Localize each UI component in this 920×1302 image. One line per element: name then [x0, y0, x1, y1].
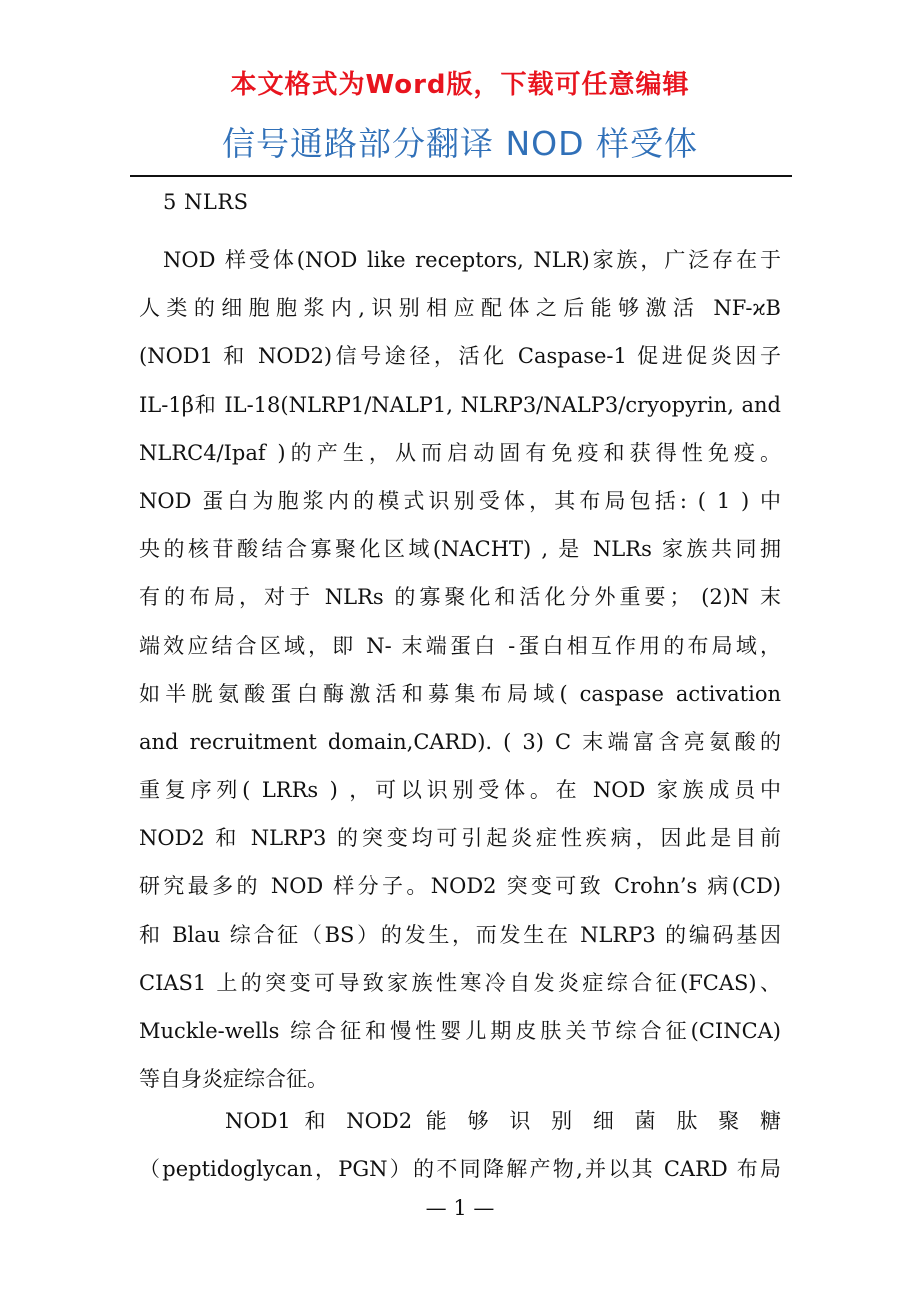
text-line: 和 Blau 综合征（BS）的发生，而发生在 NLRP3 的编码基因: [139, 922, 781, 947]
text-line: NOD1 和 NOD2 能 够 识 别 细 菌 肽 聚 糖: [225, 1109, 781, 1133]
text-line: NOD2 和 NLRP3 的突变均可引起炎症性疾病，因此是目前: [139, 826, 781, 851]
text-line: 如半胱氨酸蛋白酶激活和募集布局域( caspase activation: [139, 681, 781, 706]
text-line: CIAS1 上的突变可导致家族性寒冷自发炎症综合征(FCAS)、: [139, 970, 781, 995]
text-line: NOD 样受体(NOD like receptors, NLR)家族，广泛存在于: [163, 248, 781, 272]
download-banner: 本文格式为Word版，下载可任意编辑: [230, 70, 690, 100]
text-line: 研究最多的 NOD 样分子。NOD2 突变可致 Crohn’s 病(CD): [139, 874, 781, 899]
paragraph-2: [139, 1097, 781, 1193]
text-line: and recruitment domain,CARD). ( 3) C 末端富含亮氨酸的: [139, 729, 781, 754]
text-line: 有的布局，对于 NLRs 的寡聚化和活化分外重要； (2)N 末: [139, 585, 781, 610]
text-line: 等自身炎症综合征。: [139, 1067, 328, 1092]
text-line: IL-1β和 IL-18(NLRP1/NALP1, NLRP3/NALP3/cryopyrin, and: [139, 392, 781, 417]
text-line: （peptidoglycan，PGN）的不同降解产物,并以其 CARD 布局: [139, 1157, 781, 1182]
page-number: — 1 —: [425, 1196, 495, 1220]
text-line: NOD 蛋白为胞浆内的模式识别受体，其布局包括: ( 1 ) 中: [139, 488, 781, 513]
text-line: Muckle-wells 综合征和慢性婴儿期皮肤关节综合征(CINCA): [139, 1019, 781, 1043]
document-title: 信号通路部分翻译 NOD 样受体: [221, 124, 699, 163]
text-line: 重复序列( LRRs ) ，可以识别受体。在 NOD 家族成员中: [139, 778, 781, 803]
text-line: (NOD1 和 NOD2)信号途径，活化 Caspase-1 促进促炎因子: [139, 344, 781, 369]
text-line: 人类的细胞胞浆内,识别相应配体之后能够激活 NF-ϰB: [139, 296, 781, 321]
paragraph-1: [139, 236, 781, 1103]
title-divider: [130, 175, 792, 177]
text-line: NLRC4/Ipaf )的产生，从而启动固有免疫和获得性免疫。: [139, 440, 781, 465]
section-heading: 5 NLRS: [163, 190, 249, 214]
text-line: 央的核苷酸结合寡聚化区域(NACHT) , 是 NLRs 家族共同拥: [139, 537, 781, 562]
text-line: 端效应结合区域，即 N- 末端蛋白 -蛋白相互作用的布局域，: [139, 633, 781, 658]
